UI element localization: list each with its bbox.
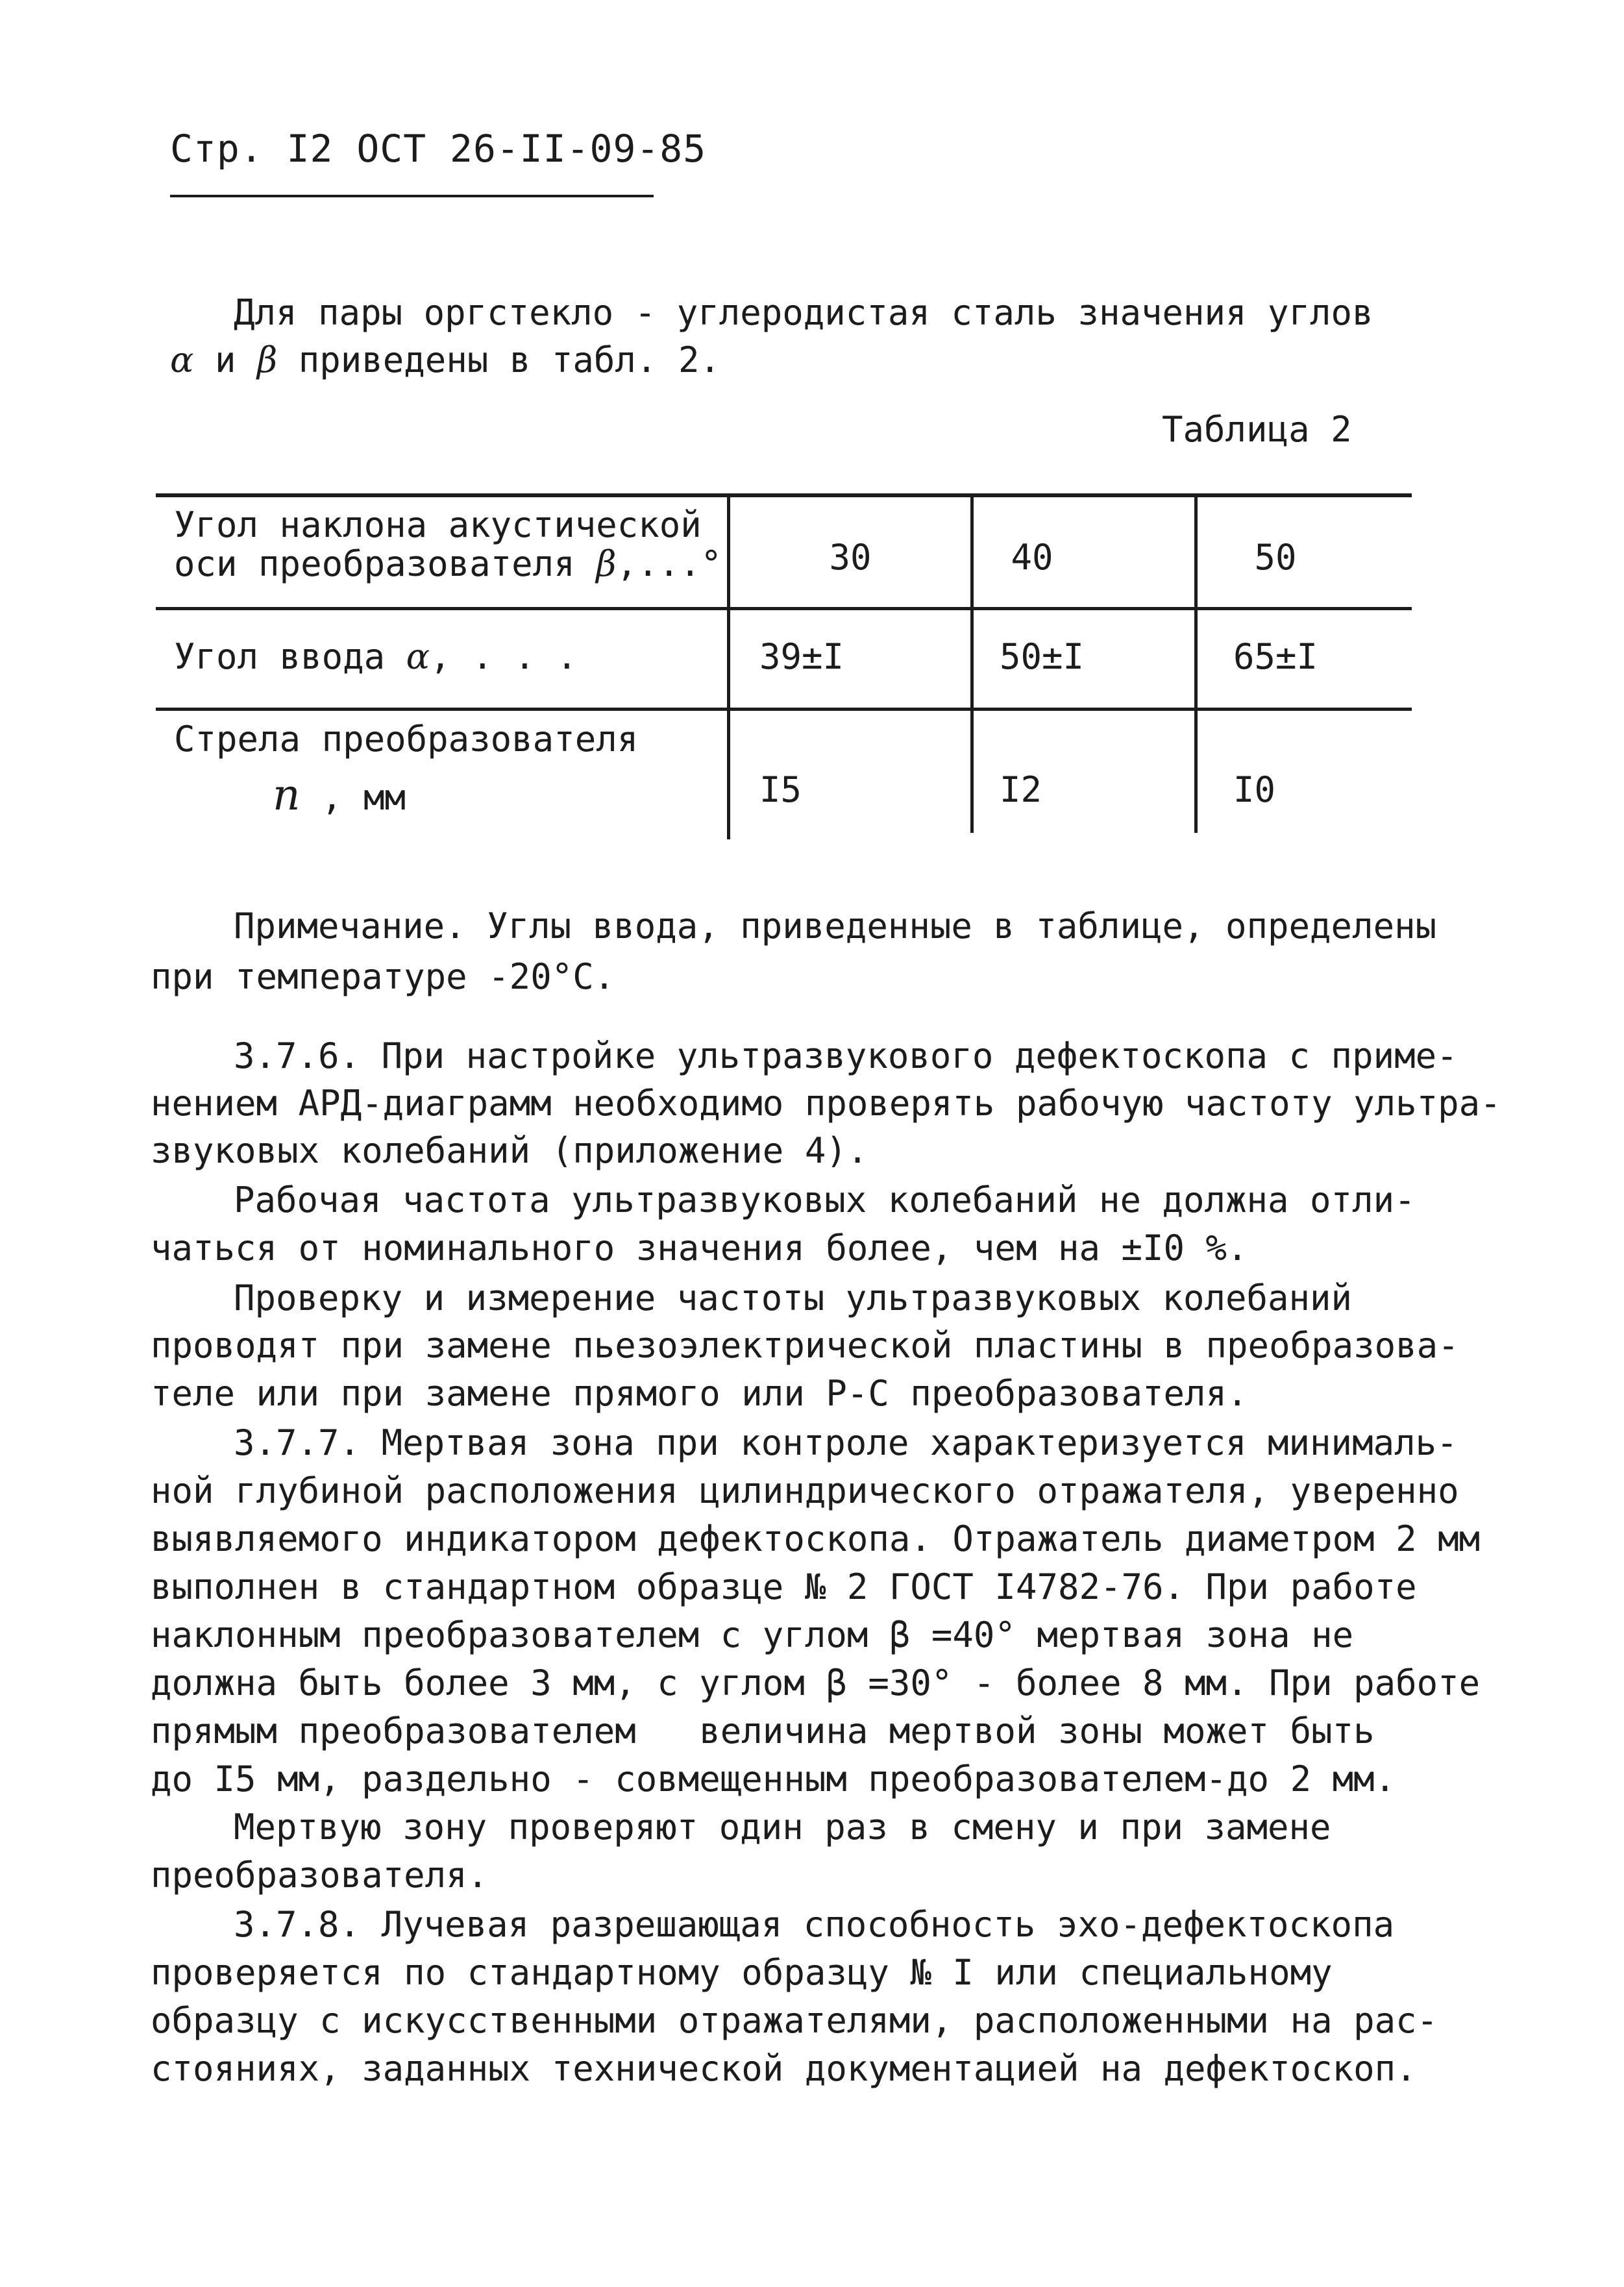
header-underline: [170, 195, 654, 197]
body-line: проводят при замене пьезоэлектрической пластины в преобразова-: [151, 1325, 1459, 1366]
table-top-rule: [156, 493, 1412, 497]
row-3-unit: , мм: [300, 777, 406, 818]
row-2-value-1: 39±I: [759, 636, 844, 677]
body-line: ной глубиной расположения цилиндрического отражателя, уверенно: [151, 1470, 1459, 1511]
body-line: прямым преобразователем величина мертвой зоны может быть: [151, 1711, 1375, 1751]
body-line: звуковых колебаний (приложение 4).: [151, 1130, 868, 1171]
body-line: образцу с искусственными отражателями, расположенными на рас-: [151, 2000, 1438, 2041]
table-caption: Таблица 2: [1162, 409, 1352, 450]
row-3-value-3: I0: [1233, 769, 1276, 810]
body-line: наклонным преобразователем с углом β =40° мертвая зона не: [151, 1614, 1354, 1655]
row-3-label-line-1: Стрела преобразователя: [174, 719, 639, 760]
body-line: 3.7.7. Мертвая зона при контроле характеризуется минималь-: [234, 1422, 1458, 1463]
row-1-label-line-1: Угол наклона акустической: [174, 504, 702, 545]
row-2-value-2: 50±I: [1000, 636, 1085, 677]
intro-line-1: Для пары оргстекло - углеродистая сталь значения углов: [234, 292, 1373, 333]
intro-line-2: [170, 340, 720, 380]
body-line: 3.7.8. Лучевая разрешающая способность эхо-дефектоскопа: [234, 1904, 1395, 1945]
note-line-1: Примечание. Углы ввода, приведенные в таблице, определены: [234, 906, 1437, 946]
body-line: Мертвую зону проверяют один раз в смену и при замене: [234, 1807, 1331, 1848]
intro-line-2-rest: приведены в табл. 2.: [277, 340, 720, 380]
row-1-value-2: 40: [1011, 537, 1053, 578]
body-line: выполнен в стандартном образце № 2 ГОСТ I4782-76. При работе: [151, 1566, 1417, 1607]
row-2-value-3: 65±I: [1233, 636, 1318, 677]
row-1-unit: ,...°: [616, 543, 722, 584]
body-line: чаться от номинального значения более, чем на ±I0 %.: [151, 1228, 1248, 1268]
body-line: выявляемого индикатором дефектоскопа. Отражатель диаметром 2 мм: [151, 1518, 1481, 1559]
body-line: преобразователя.: [151, 1855, 489, 1896]
table-row-rule-1: [156, 607, 1412, 610]
body-line: Проверку и измерение частоты ультразвуковых колебаний: [234, 1278, 1353, 1318]
row-3-value-2: I2: [1000, 769, 1042, 810]
body-line: Рабочая частота ультразвуковых колебаний не должна отли-: [234, 1180, 1416, 1220]
alpha-symbol: α: [170, 340, 194, 380]
alpha-symbol: α: [406, 636, 430, 677]
row-3-label-line-2: [273, 770, 406, 820]
row-2-unit: , . . .: [430, 636, 578, 677]
body-line: 3.7.6. При настройке ультразвукового дефектоскопа с приме-: [234, 1035, 1458, 1076]
row-1-label-line-2: оси преобразователя β,...°: [174, 543, 722, 584]
body-line: до I5 мм, раздельно - совмещенным преобразователем-до 2 мм.: [151, 1759, 1396, 1799]
row-1-value-3: 50: [1254, 537, 1297, 578]
body-line: проверяется по стандартному образцу № I или специальному: [151, 1952, 1333, 1993]
beta-symbol: β: [596, 543, 617, 584]
body-line: нением АРД-диаграмм необходимо проверять рабочую частоту ультра-: [151, 1083, 1501, 1124]
body-line: теле или при замене прямого или Р-С преобразователя.: [151, 1373, 1248, 1414]
page-header: Стр. I2 ОСТ 26-II-09-85: [170, 127, 707, 171]
intro-and: и: [193, 340, 258, 380]
note-line-2: при температуре -20°С.: [151, 956, 615, 997]
row-3-value-1: I5: [759, 769, 802, 810]
table-row-rule-2: [156, 708, 1412, 711]
body-line: должна быть более 3 мм, с углом β =30° - более 8 мм. При работе: [151, 1663, 1481, 1703]
row-1-value-1: 30: [829, 537, 872, 578]
n-symbol: n: [273, 770, 301, 820]
row-2-label: Угол ввода α, . . .: [174, 636, 578, 677]
beta-symbol: β: [257, 340, 278, 380]
body-line: стояниях, заданных технической документацией на дефектоскоп.: [151, 2048, 1417, 2089]
